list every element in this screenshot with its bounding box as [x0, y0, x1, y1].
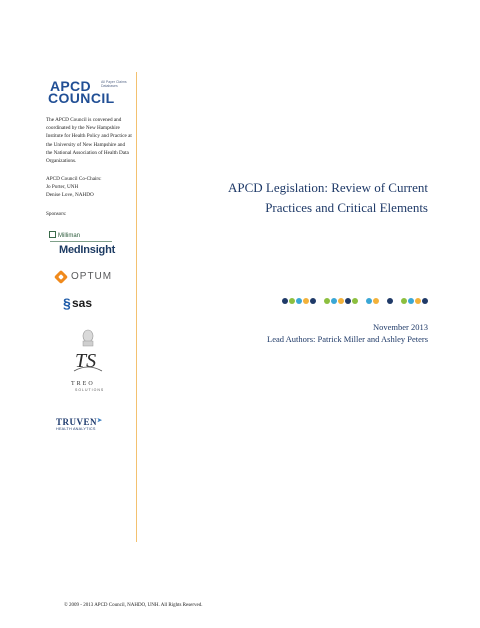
decorative-dot — [289, 298, 295, 304]
cochairs-title: APCD Council Co-Chairs: — [46, 176, 102, 183]
svg-text:TS: TS — [75, 350, 97, 373]
sidebar — [46, 78, 132, 437]
decorative-dot — [310, 298, 316, 304]
truven-logo — [46, 417, 132, 437]
decorative-dot — [282, 298, 288, 304]
decorative-dot — [387, 298, 393, 304]
truven-arrow-icon: ➤ — [97, 418, 103, 425]
milliman-medinsight-logo — [46, 231, 132, 259]
decorative-dot — [303, 298, 309, 304]
decorative-dot — [338, 298, 344, 304]
cochair-1: Jo Porter, UNH — [46, 184, 79, 191]
copyright-footer: © 2009 - 2013 APCD Council, NAHDO, UNH. All Rights Reserved. — [64, 603, 203, 608]
decorative-dot — [345, 298, 351, 304]
decorative-dot — [324, 298, 330, 304]
milliman-text: Milliman — [58, 233, 81, 240]
truven-text: TRUVEN➤ — [56, 417, 103, 428]
logo-tagline: All Payer Claims Databases — [101, 80, 127, 88]
sponsors-label: Sponsors: — [46, 211, 67, 218]
logo-line-2: COUNCIL — [48, 90, 115, 106]
decorative-dot — [422, 298, 428, 304]
logo-line-1: APCD — [50, 78, 91, 94]
about-text: The APCD Council is convened and coordinated by the New Hampshire Institute for Health Policy and Practice at the University of New Hampshire and the National Association of Health Data Organizations. — [46, 117, 132, 165]
treo-name: TREO — [71, 381, 95, 388]
sas-logo — [46, 295, 132, 317]
sas-swirl-icon: § — [63, 295, 71, 312]
decorative-dot — [415, 298, 421, 304]
lead-authors: Lead Authors: Patrick Miller and Ashley Peters — [267, 334, 428, 344]
decorative-dot — [401, 298, 407, 304]
title-line-2: Practices and Critical Elements — [265, 200, 428, 215]
apcd-council-logo — [46, 78, 132, 106]
sas-text: sas — [72, 296, 93, 311]
title-line-1: APCD Legislation: Review of Current — [227, 180, 428, 195]
decorative-dot — [373, 298, 379, 304]
treo-solutions-logo — [46, 327, 132, 401]
truven-subtitle: HEALTH ANALYTICS — [56, 427, 96, 432]
publication-date: November 2013 — [372, 322, 428, 332]
optum-text: OPTUM — [71, 271, 113, 283]
decorative-dot — [331, 298, 337, 304]
medinsight-text: MedInsight — [59, 244, 116, 257]
decorative-dot — [408, 298, 414, 304]
decorative-dot — [366, 298, 372, 304]
milliman-rule — [50, 241, 112, 242]
cochair-2: Denise Love, NAHDO — [46, 192, 94, 199]
decorative-dot — [296, 298, 302, 304]
optum-logo — [46, 269, 132, 291]
sidebar-divider — [136, 72, 137, 542]
document-title — [150, 178, 428, 218]
treo-emblem-icon — [66, 327, 110, 379]
decorative-dot — [352, 298, 358, 304]
treo-subtitle: SOLUTIONS — [75, 388, 105, 393]
milliman-icon — [49, 231, 56, 238]
optum-mark-icon — [54, 270, 68, 284]
